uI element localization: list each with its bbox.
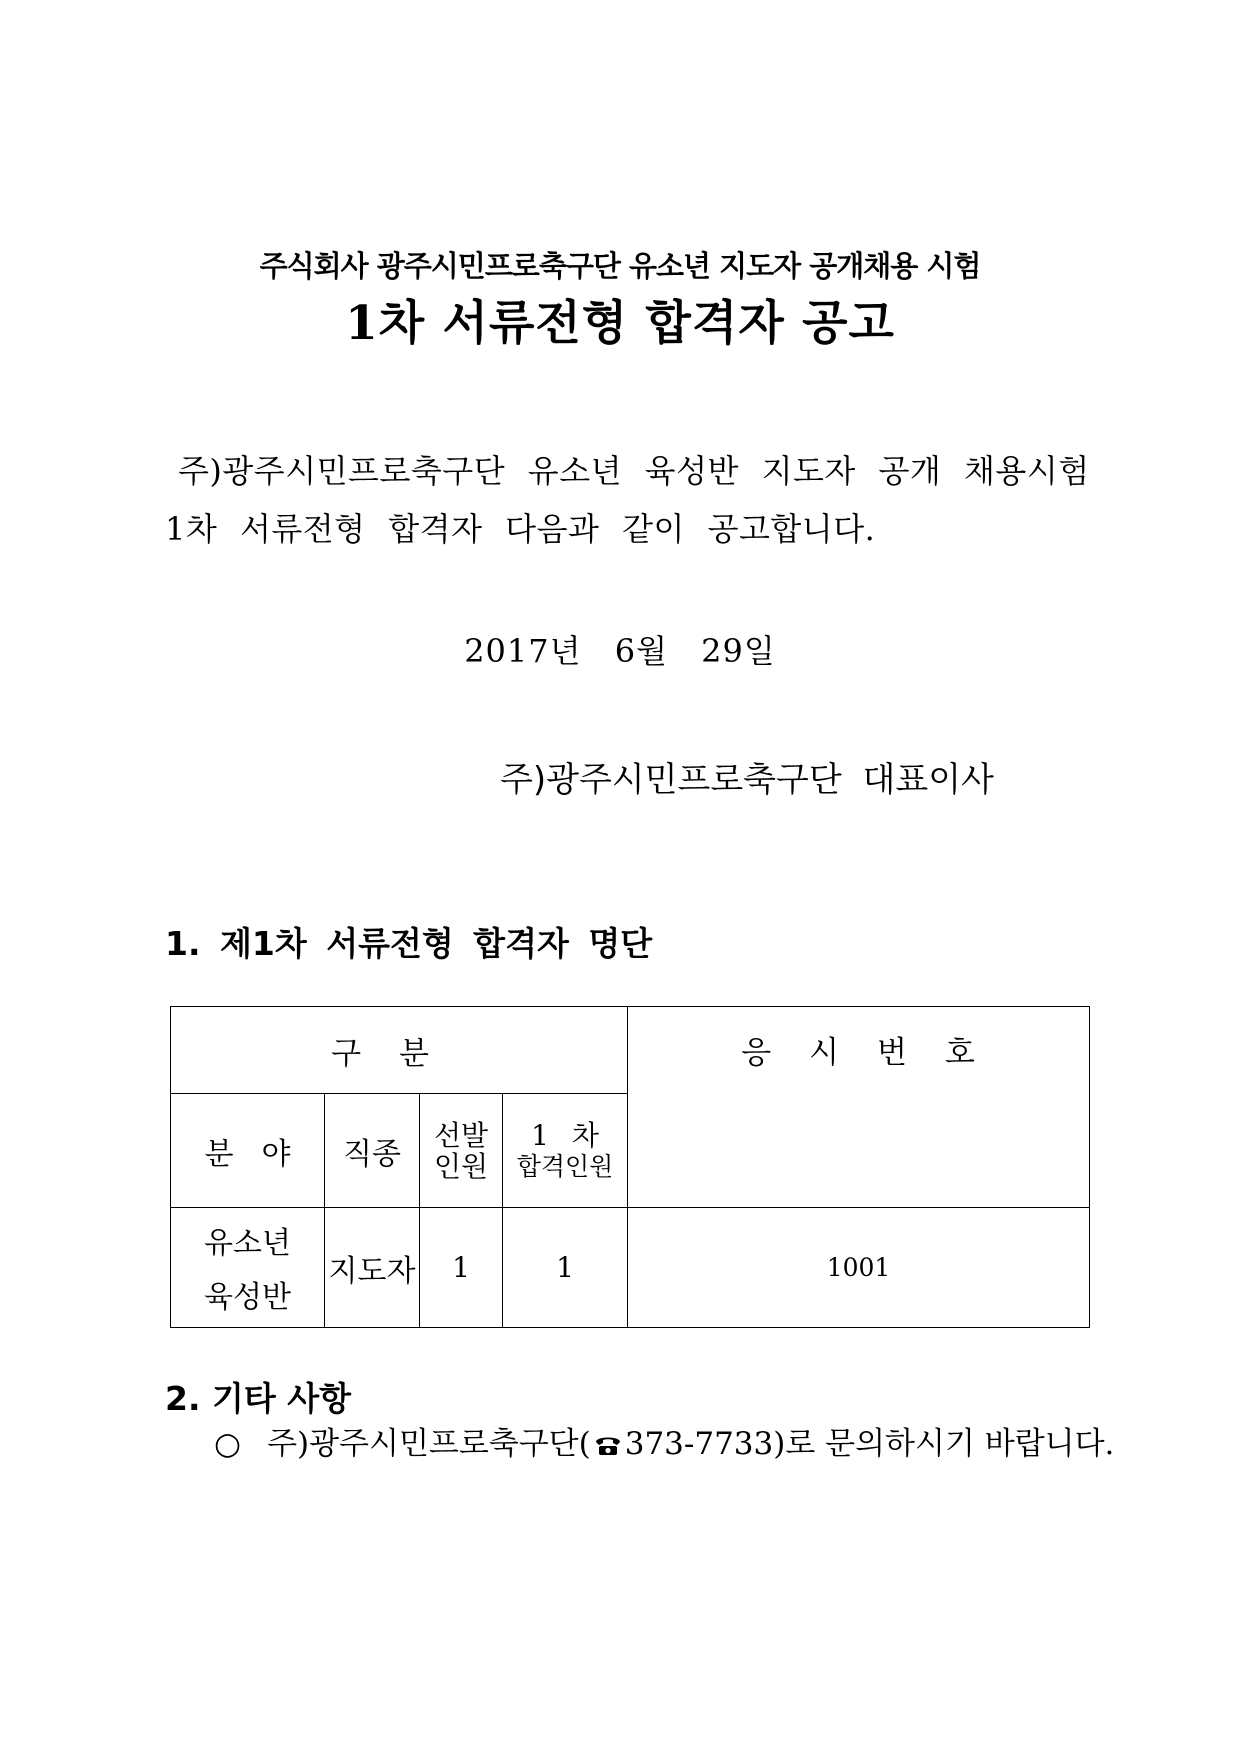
exam-no-cell — [628, 1208, 1090, 1328]
pass-count-cell — [503, 1208, 628, 1328]
col-job-cell — [325, 1094, 420, 1208]
col-job-label: 직종 — [343, 1136, 401, 1172]
intro-line-2: 1차 서류전형 합격자 다음과 같이 공고합니다. — [165, 510, 876, 548]
note-suffix: )로 문의하시기 바랍니다. — [773, 1426, 1115, 1462]
section-2-title: 2. 기타 사항 — [165, 1379, 351, 1418]
telephone-icon — [593, 1429, 623, 1465]
col-pass-cell — [503, 1094, 628, 1208]
table-row — [171, 1208, 1090, 1328]
intro-line-1: 주)광주시민프로축구단 유소년 육성반 지도자 공개 채용시험 — [178, 452, 1090, 490]
pass-count-value: 1 — [556, 1251, 574, 1284]
contact-note — [214, 1418, 1114, 1465]
col-select-cell — [420, 1094, 503, 1208]
col-field-label: 분야 — [204, 1136, 319, 1172]
header-group-cell — [171, 1007, 628, 1094]
note-phone: 373-7733 — [624, 1426, 774, 1462]
col-field-cell — [171, 1094, 325, 1208]
col-pass-label-1: 1 차 — [531, 1118, 599, 1152]
section-1-title: 1. 제1차 서류전형 합격자 명단 — [165, 924, 653, 963]
col-pass-label-2: 합격인원 — [516, 1151, 614, 1181]
header-exam-no-label: 응시번호 — [741, 1035, 1013, 1071]
col-select-label-2: 인원 — [433, 1149, 489, 1183]
document-subtitle: 주식회사 광주시민프로축구단 유소년 지도자 공개채용 시험 — [259, 249, 981, 283]
field-cell — [171, 1208, 325, 1328]
field-line-1: 유소년 — [204, 1225, 291, 1261]
document-title: 1차 서류전형 합격자 공고 — [345, 296, 895, 351]
bullet-circle: ○ — [214, 1426, 242, 1462]
note-prefix: 주)광주시민프로축구단( — [267, 1426, 591, 1462]
header-group-label: 구분 — [331, 1035, 467, 1072]
job-value: 지도자 — [328, 1253, 416, 1289]
announcement-date: 2017년 6월 29일 — [464, 632, 776, 670]
exam-no-value: 1001 — [826, 1253, 891, 1282]
select-count-cell — [420, 1208, 503, 1328]
select-count-value: 1 — [452, 1251, 470, 1284]
field-line-2: 육성반 — [204, 1279, 291, 1315]
header-exam-no-wrapper — [627, 1006, 1089, 1093]
issuer-name: 주)광주시민프로축구단 대표이사 — [500, 760, 994, 800]
job-cell — [325, 1208, 420, 1328]
col-select-label-1: 선발 — [433, 1118, 489, 1152]
